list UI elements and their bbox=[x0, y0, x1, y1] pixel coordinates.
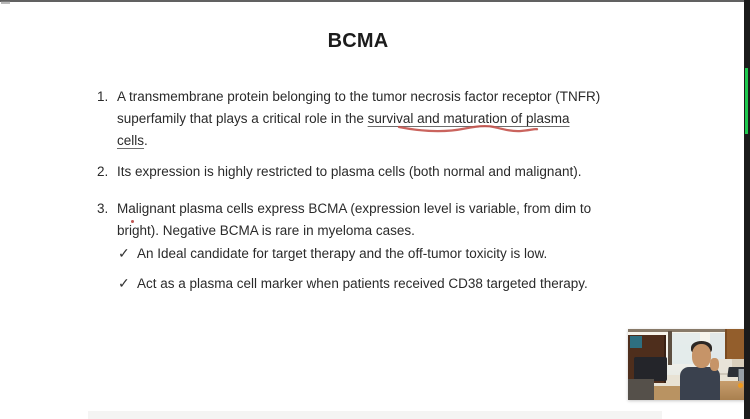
slide-title: BCMA bbox=[327, 30, 389, 52]
item-text bbox=[117, 198, 591, 242]
checkmark-icon: ✓ bbox=[118, 275, 130, 291]
item-number: 2. bbox=[97, 164, 109, 179]
window-sky bbox=[710, 333, 726, 359]
check-text: Act as a plasma cell marker when patients received CD38 targeted therapy. bbox=[137, 276, 588, 291]
right-edge-strip bbox=[744, 0, 750, 419]
list-item-3 bbox=[97, 198, 591, 242]
check-text: An Ideal candidate for target therapy and the off-tumor toxicity is low. bbox=[137, 246, 548, 261]
item-line: A transmembrane protein belonging to the tumor necrosis factor receptor (TNFR) bbox=[117, 89, 601, 104]
check-item-1 bbox=[118, 243, 547, 264]
item-line: . bbox=[144, 133, 148, 148]
red-dot-annotation bbox=[131, 220, 134, 223]
underlined-phrase: survival and maturation of plasma bbox=[367, 111, 570, 126]
webcam-overlay[interactable] bbox=[628, 329, 746, 400]
list-item-2 bbox=[97, 161, 581, 183]
green-edge-marker bbox=[745, 68, 748, 134]
check-item-2 bbox=[118, 273, 588, 294]
item-number: 3. bbox=[97, 201, 109, 216]
corner-smudge bbox=[1, 1, 10, 4]
printer bbox=[634, 357, 667, 381]
window-mullion bbox=[668, 331, 672, 365]
presenter-face bbox=[692, 344, 711, 368]
item-line: bright). Negative BCMA is rare in myeloma cases. bbox=[117, 223, 415, 238]
presenter-body bbox=[680, 367, 720, 400]
underlined-phrase: cells bbox=[117, 133, 145, 148]
bottom-strip bbox=[88, 411, 662, 419]
item-line: superfamily that plays a critical role in the bbox=[117, 111, 368, 126]
red-underline-annotation bbox=[397, 122, 539, 134]
overhead-cabinet bbox=[725, 329, 746, 363]
chair bbox=[628, 379, 654, 400]
item-line: Its expression is highly restricted to plasma cells (both normal and malignant). bbox=[117, 164, 582, 179]
item-text bbox=[117, 86, 600, 152]
presenter-hand bbox=[710, 358, 719, 371]
books bbox=[630, 336, 642, 348]
list-item-1 bbox=[97, 86, 600, 152]
item-line: Malignant plasma cells express BCMA (expression level is variable, from dim to bbox=[117, 201, 592, 216]
item-text bbox=[117, 161, 581, 183]
orange-object bbox=[738, 383, 743, 388]
item-number: 1. bbox=[97, 89, 109, 104]
checkmark-icon: ✓ bbox=[118, 245, 130, 261]
top-edge-line bbox=[0, 0, 750, 2]
